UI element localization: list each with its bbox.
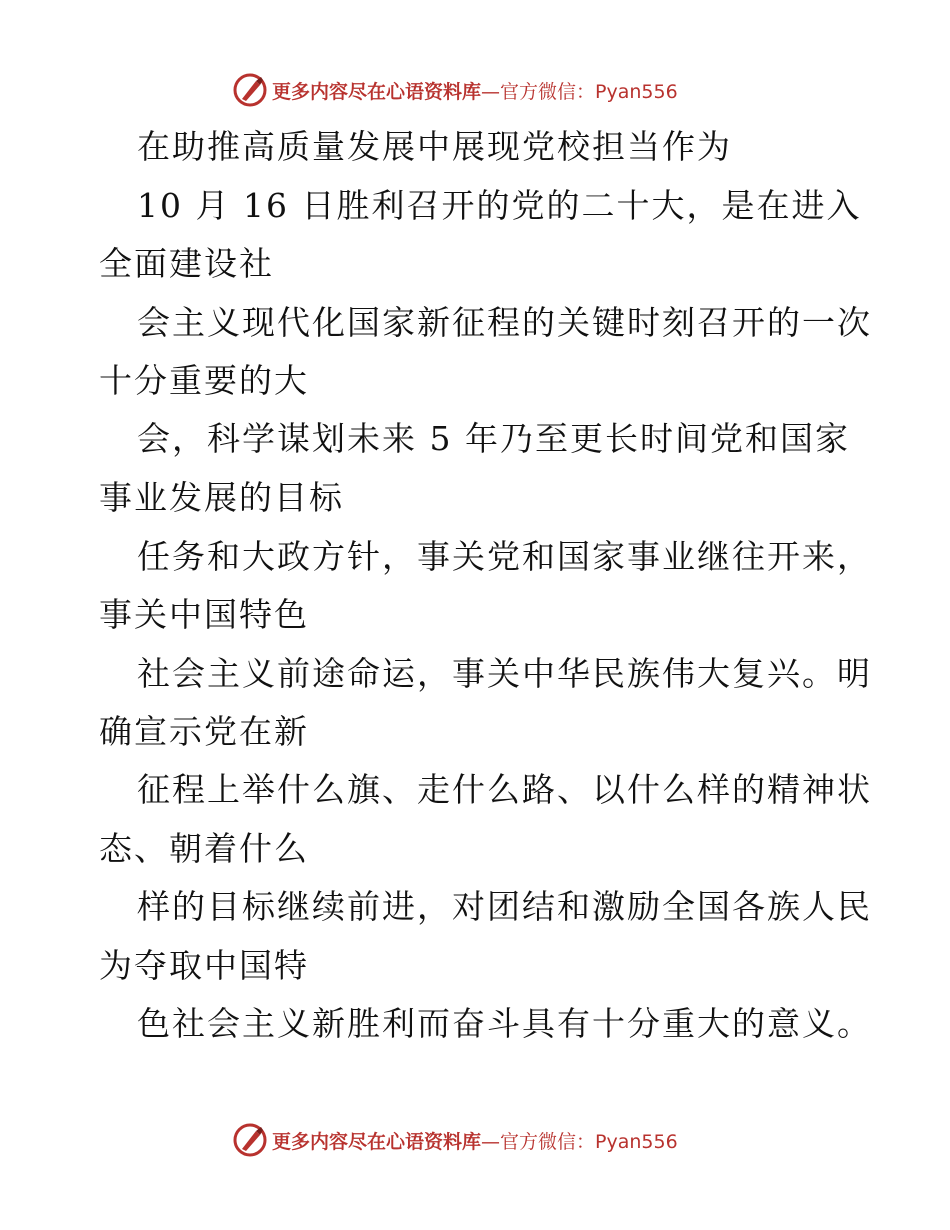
header-watermark [232,72,678,108]
header-brand-name: 更多内容尽在心语资料库 [272,80,482,103]
doc-line: 会，科学谋划未来 5 年乃至更长时间党和国家 [137,419,850,458]
quill-logo-icon [232,72,268,108]
footer-brand-wechat: —官方微信：Pyan556 [481,1130,678,1153]
doc-line: 色社会主义新胜利而奋斗具有十分重大的意义。 [137,1004,872,1043]
header-brand-wechat: —官方微信：Pyan556 [481,80,678,103]
doc-line: 样的目标继续前进，对团结和激励全国各族人民 [137,887,872,926]
doc-line: 会主义现代化国家新征程的关键时刻召开的一次 [137,303,872,342]
doc-line: 事关中国特色 [99,595,309,634]
doc-line: 确宣示党在新 [99,712,309,751]
doc-line: 全面建设社 [99,244,274,283]
doc-line: 十分重要的大 [99,361,309,400]
quill-logo-icon [232,1122,268,1158]
footer-brand-name: 更多内容尽在心语资料库 [272,1130,482,1153]
footer-watermark [232,1122,678,1158]
doc-line: 为夺取中国特 [99,946,309,985]
doc-line: 10 月 16 日胜利召开的党的二十大，是在进入 [137,186,862,225]
doc-line: 事业发展的目标 [99,478,344,517]
doc-line: 任务和大政方针，事关党和国家事业继往开来， [137,537,872,576]
doc-line: 社会主义前途命运，事关中华民族伟大复兴。明 [137,654,872,693]
doc-line: 征程上举什么旗、走什么路、以什么样的精神状 [137,770,872,809]
doc-title: 在助推高质量发展中展现党校担当作为 [137,127,732,166]
doc-line: 态、朝着什么 [99,829,309,868]
